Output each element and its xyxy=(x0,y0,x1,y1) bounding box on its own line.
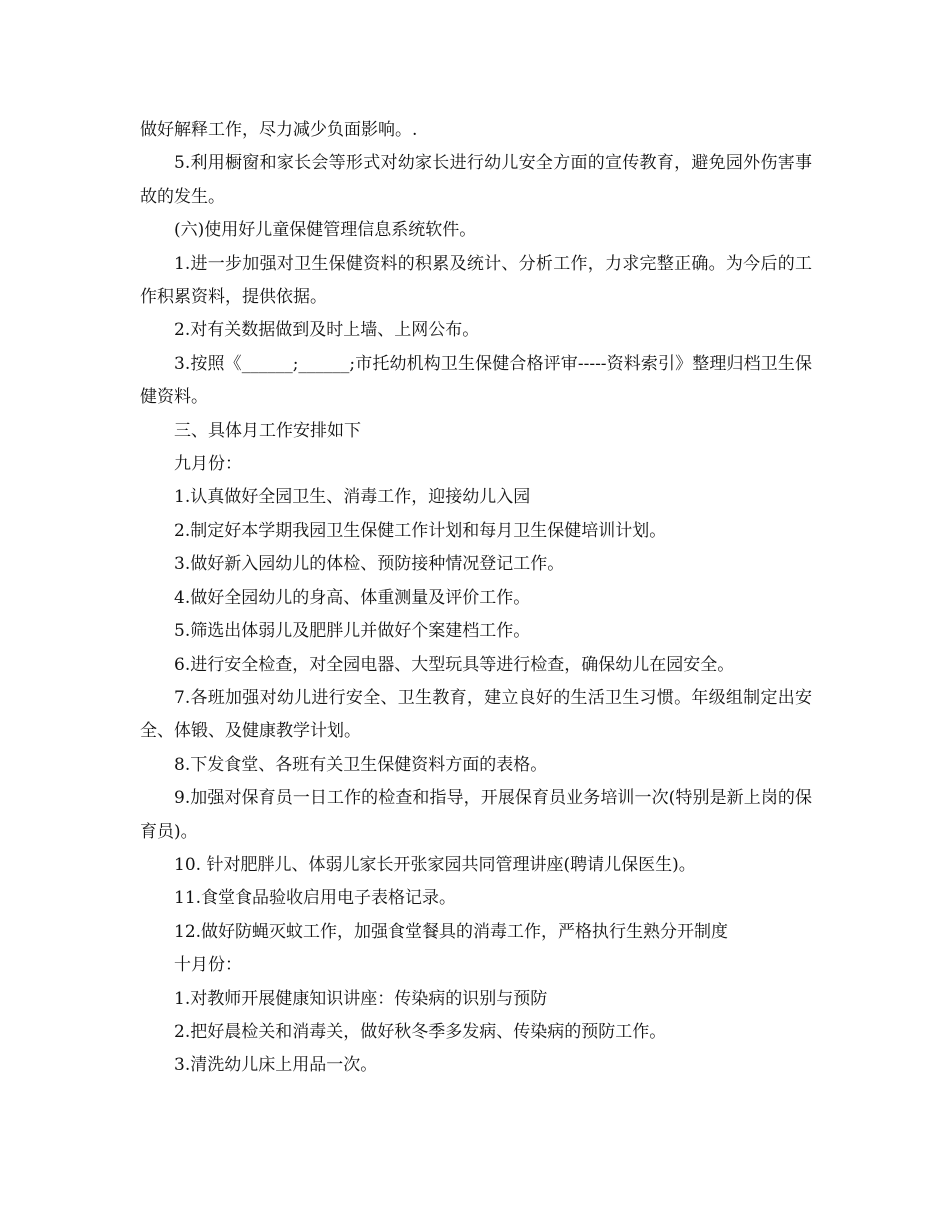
paragraph: 4.做好全园幼儿的身高、体重测量及评价工作。 xyxy=(174,587,531,608)
paragraph: 7.各班加强对幼儿进行安全、卫生教育，建立良好的生活卫生习惯。年级组制定出安全、体锻、及健康教学计划。 xyxy=(140,687,812,742)
paragraph: (六)使用好儿童保健管理信息系统软件。 xyxy=(174,220,477,241)
paragraph: 8.下发食堂、各班有关卫生保健资料方面的表格。 xyxy=(174,754,548,775)
paragraph: 11.食堂食品验收启用电子表格记录。 xyxy=(174,888,457,909)
paragraph: 3.按照《______;______;市托幼机构卫生保健合格评审-----资料索引》整理归档卫生保健资料。 xyxy=(140,353,812,408)
paragraph: 6.进行安全检查，对全园电器、大型玩具等进行检查，确保幼儿在园安全。 xyxy=(174,654,735,675)
paragraph: 九月份： xyxy=(174,454,242,475)
paragraph: 9.加强对保育员一日工作的检查和指导，开展保育员业务培训一次(特别是新上岗的保育员)。 xyxy=(140,788,812,842)
paragraph: 10. 针对肥胖儿、体弱儿家长开张家园共同管理讲座(聘请儿保医生)。 xyxy=(174,854,696,875)
paragraph: 5.筛选出体弱儿及肥胖儿并做好个案建档工作。 xyxy=(174,621,531,642)
paragraph: 5.利用橱窗和家长会等形式对幼家长进行幼儿安全方面的宣传教育，避免园外伤害事故的发生。 xyxy=(140,153,812,207)
paragraph: 2.对有关数据做到及时上墙、上网公布。 xyxy=(174,320,480,341)
paragraph: 十月份： xyxy=(174,955,242,976)
paragraph: 1.进一步加强对卫生保健资料的积累及统计、分析工作，力求完整正确。为今后的工作积累资料，提供依据。 xyxy=(140,253,812,308)
paragraph: 做好解释工作，尽力减少负面影响。. xyxy=(140,120,418,140)
paragraph: 三、具体月工作安排如下 xyxy=(174,420,361,441)
paragraph: 2.制定好本学期我园卫生保健工作计划和每月卫生保健培训计划。 xyxy=(174,520,667,541)
paragraph: 3.做好新入园幼儿的体检、预防接种情况登记工作。 xyxy=(174,554,565,575)
paragraph: 12.做好防蝇灭蚊工作，加强食堂餐具的消毒工作，严格执行生熟分开制度 xyxy=(174,921,729,942)
paragraph: 1.认真做好全园卫生、消毒工作，迎接幼儿入园 xyxy=(174,487,531,508)
document-body xyxy=(140,114,812,1083)
paragraph: 2.把好晨检关和消毒关，做好秋冬季多发病、传染病的预防工作。 xyxy=(174,1021,667,1042)
paragraph: 3.清洗幼儿床上用品一次。 xyxy=(174,1055,378,1076)
paragraph: 1.对教师开展健康知识讲座：传染病的识别与预防 xyxy=(174,988,548,1009)
